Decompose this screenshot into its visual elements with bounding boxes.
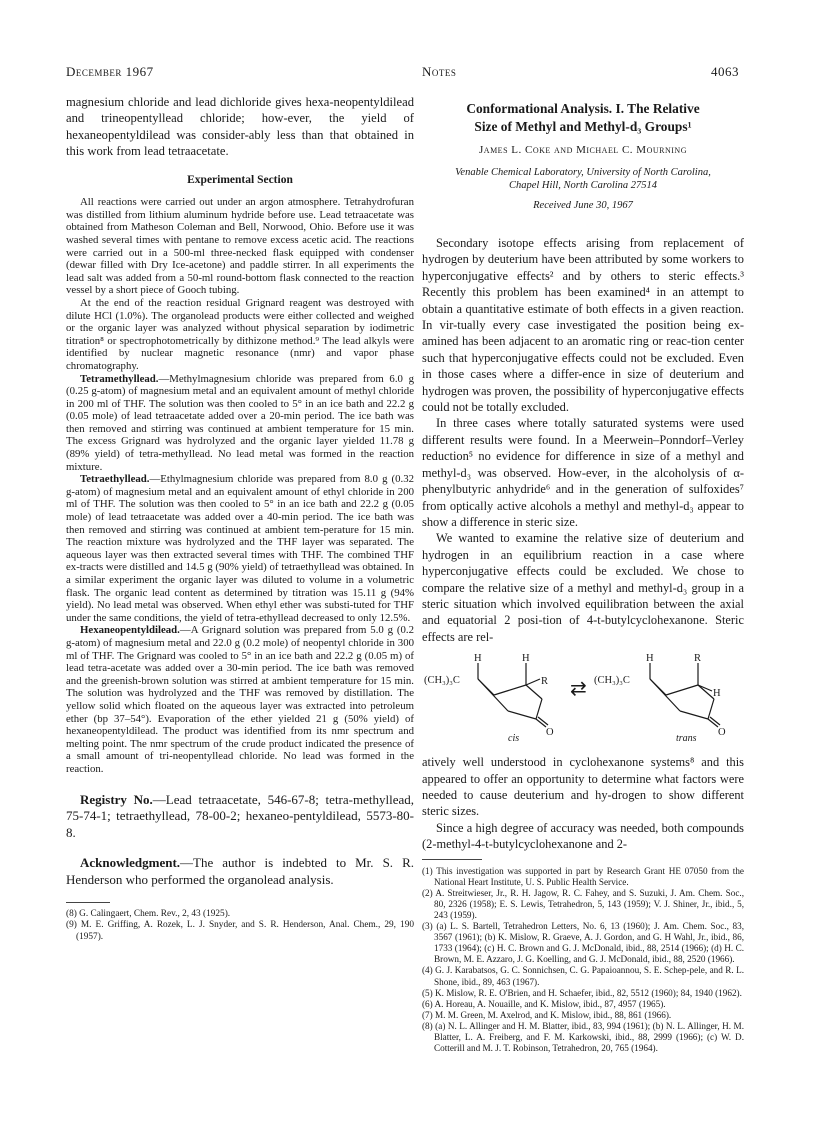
bond <box>650 679 680 711</box>
hexaneopentyldilead-paragraph <box>66 624 414 775</box>
oxygen-label: O <box>718 727 726 739</box>
bond <box>536 699 542 719</box>
body-paragraph-2: In three cases where totally saturated systems were used different results were found. In a Meerwein–Ponndorf–Verley reduction⁵ no evidence for difference in size of a methyl and methyl-d₃ was observed. How-ever, in the alcoholysis of α-phenylbutyric anhydride⁶ and in the generation of sulfoxides⁷ from optically active alcohols a methyl and methyl-d₃ appear to show a difference in steric size. <box>422 416 744 529</box>
bond <box>680 711 708 719</box>
received-date: Received June 30, 1967 <box>533 200 633 211</box>
affiliation-line: Venable Chemical Laboratory, University of North Carolina, <box>455 167 711 178</box>
carbonyl-bond <box>536 719 546 727</box>
tetramethyllead-paragraph <box>66 373 414 474</box>
run-in-heading: Tetramethyllead. <box>80 372 159 385</box>
paragraph-body: —A Grignard solution was prepared from 5.0 g (0.2 g-atom) of magnesium metal and 22.0 g (0.2 mole) of neopentyl chloride in 300 ml of THF. The Grignard was cooled to 5° in an ice bath and 22.2 g (0.05 m) of lead tetra-acetate was added over a 30-min period. The ice bath was removed and the greenish-brown solution was stirred at ambient temperature for 15 min. The solution was hydrolyzed and the THF was removed by distillation. The yellow solid which floated on the aqueous layer was extracted into petroleum ether (bp 37–54°). Evaporation of the ether yielded 21 g (50% yield) of hexaneopentyldilead. The product was identified from its nmr spectrum and melting point. The nmr spectrum of the crude product indicated the presence of a small amount of tri-neopentyllead chloride. No lead was formed in the reaction. <box>66 624 414 775</box>
footnote-divider <box>66 902 110 903</box>
footnote: (7) M. M. Green, M. Axelrod, and K. Mislow, ibid., 88, 861 (1966). <box>422 1009 672 1020</box>
bond <box>698 685 712 691</box>
cis-structure <box>478 663 548 727</box>
tbutyl-label: (CH₃)₃C <box>424 675 460 687</box>
bond <box>526 679 540 685</box>
footnote: (6) A. Horeau, A. Nouaille, and K. Mislow, ibid., 87, 4957 (1965). <box>422 998 666 1009</box>
bond <box>478 679 508 711</box>
section-heading: Experimental Section <box>187 174 293 187</box>
trans-structure <box>650 663 720 727</box>
article-title-line: Conformational Analysis. I. The Relative <box>466 101 700 116</box>
carbonyl-bond <box>538 717 548 725</box>
page-number: 4063 <box>711 64 739 79</box>
trans-caption: trans <box>676 733 697 744</box>
carbonyl-bond <box>708 719 718 727</box>
paragraph-body: —The author is indebted to Mr. S. R. Henderson who performed the organolead analysis. <box>66 855 414 887</box>
cis-caption: cis <box>508 733 520 744</box>
article-authors: James L. Coke and Michael C. Mourning <box>479 144 687 156</box>
footnote-divider <box>422 859 482 860</box>
bond <box>666 685 698 695</box>
footnote: (5) K. Mislow, R. E. O'Brien, and H. Schaefer, ibid., 82, 5512 (1960); 84, 1940 (1962). <box>422 987 742 998</box>
body-paragraph-4: atively well understood in cyclohexanone systems⁸ and this appeared to offer an opportunity to determine what factors were needed to cause deuterium and hy-drogen to show different steric sizes. <box>422 755 744 819</box>
footnotes-left <box>66 909 414 943</box>
article-title <box>422 100 744 136</box>
bond <box>494 685 526 695</box>
hydrogen-label: H <box>522 653 530 665</box>
carbonyl-bond <box>710 717 720 725</box>
run-in-heading: Hexaneopentyldilead. <box>80 624 180 637</box>
acknowledgment-paragraph <box>66 855 414 888</box>
bond <box>698 685 714 699</box>
footnote: (3) (a) L. S. Bartell, Tetrahedron Letters, No. 6, 13 (1960); J. Am. Chem. Soc., 83, 3567 (1961); (b) K. Mislow, R. Graeve, A. J. Gordon, and G. H Wahl, Jr., ibid., 86, 1733 (1964); (c) H. C. Brown and G. J. McDonald, ibid., 88, 2514 (1966); (d) H. C. Brown, M. E. Azzaro, J. G. Koelling, and G. J. McDonald, ibid., 88, 2520 (1966). <box>422 921 744 965</box>
footnotes-right <box>422 866 744 1055</box>
experimental-paragraph-2: At the end of the reaction residual Grignard reagent was destroyed with dilute HCl (1.0%). The organolead products were either collected and weighed or the organic layer was analyzed without physical separation by iodimetric titration⁸ or spectrophotometrically by dithizone method.⁹ The lead alkyls were identified by nuclear magnetic resonance (nmr) and vapor phase chromatography. <box>66 296 414 372</box>
tbutyl-label: (CH₃)₃C <box>594 675 630 687</box>
footnote: (2) A. Streitwieser, Jr., R. H. Jagow, R. C. Fahey, and S. Suzuki, J. Am. Chem. Soc., 80, 2326 (1958); E. S. Lewis, Tetrahedron, 5, 143 (1959); V. J. Shiner, Jr., ibid., 5, 243 (1959). <box>422 887 744 920</box>
run-in-heading: Acknowledgment. <box>80 855 181 870</box>
body-paragraph-5: Since a high degree of accuracy was needed, both compounds (2-methyl-4-t-butylcyclohexanone and 2- <box>422 820 744 852</box>
footnote: (8) G. Calingaert, Chem. Rev., 2, 43 (1925). <box>66 909 231 919</box>
run-in-heading: Tetraethyllead. <box>80 473 150 486</box>
intro-paragraph: magnesium chloride and lead dichloride gives hexa-neopentyldilead and trineopentyllead chloride; how-ever, the yield of hexaneopentyldilead was consider-ably less than that obtained in this work from lead tetraacetate. <box>66 95 414 158</box>
footnote: (1) This investigation was supported in part by Research Grant HE 07050 from the National Heart Institute, U. S. Public Health Service. <box>422 865 744 887</box>
equilibrium-figure <box>422 651 744 748</box>
oxygen-label: O <box>546 727 554 739</box>
paragraph-body: —Lead tetraacetate, 546-67-8; tetra-methyllead, 75-74-1; tetraethyllead, 78-00-2; hexaneo-pentyldilead, 5573-80-8. <box>66 791 414 840</box>
hydrogen-label: H <box>474 653 482 665</box>
footnote: (9) M. E. Griffing, A. Rozek, L. J. Snyder, and S. R. Henderson, Anal. Chem., 29, 190 (1957). <box>66 920 414 942</box>
running-header-section: Notes <box>422 64 457 79</box>
bond <box>508 711 536 719</box>
footnote: (8) (a) N. L. Allinger and H. M. Blatter, ibid., 83, 994 (1961); (b) N. L. Allinger, H. M. Blatter, L. A. Freiberg, and F. M. Karkowski, ibid., 88, 2999 (1966); (c) W. D. Cotterill and M. J. T. Robinson, Tetrahedron, 20, 765 (1964). <box>422 1020 744 1054</box>
right-column <box>422 94 744 1054</box>
paragraph-body: —Methylmagnesium chloride was prepared from 6.0 g (0.25 g-atom) of magnesium metal and an equivalent amount of methyl chloride in 200 ml of THF. The solution was then cooled to 5° in an ice bath and 22.2 g (0.05 mole) of lead tetraacetate added over a 20-min period. The ice bath was then removed and stirring was continued at ambient temperature for 15 min. The excess Grignard was hydrolyzed and the organic layer yielded 11.78 g (89% yield) of tetra-methyllead. No lead metal was formed in the reaction mixture. <box>66 372 414 473</box>
hydrogen-label: H <box>646 653 654 665</box>
tetraethyllead-paragraph <box>66 473 414 624</box>
equilibrium-arrows-icon: ⇄ <box>570 678 587 701</box>
bond <box>526 685 542 699</box>
affiliation-line: Chapel Hill, North Carolina 27514 <box>508 180 658 191</box>
running-header-date: December 1967 <box>66 64 154 79</box>
body-paragraph-3: We wanted to examine the relative size of deuterium and hydrogen in an equilibrium reaction in a case where hyperconjugative effects could be excluded. We chose to compare the relative size of a methyl and methyl-d₃ group in a steric situation which involved equilibration between the axial and equatorial 2 posi-tion of 4-t-butylcyclohexanone. Steric effects are rel- <box>422 531 744 644</box>
substituent-label: R <box>694 653 702 665</box>
hydrogen-label: H <box>713 688 721 700</box>
article-title-line: Size of Methyl and Methyl-d₃ Groups¹ <box>474 119 692 134</box>
body-paragraph-1: Secondary isotope effects arising from replacement of hydrogen by deuterium have been attributed by some workers to hyperconjugative effects² and by others to steric effects.³ Recently this problem has been examined⁴ in an attempt to obtain a quantitative estimate of both effects in a given reaction. In vir-tually every case investigated the position being ex-amined has been adjacent to an aromatic ring or reac-tion center such that hyperconjugative effects could not be excluded. Even in those cases where a differ-ence in size of deuterium and hydrogen was proven, the possibility of hyperconjugative effects could not be totally excluded. <box>422 236 744 415</box>
footnote: (4) G. J. Karabatsos, G. C. Sonnichsen, C. G. Papaioannou, S. E. Schep-pele, and R. L. Shone, ibid., 89, 463 (1967). <box>422 965 744 987</box>
run-in-heading: Registry No. <box>80 791 153 807</box>
cyclohexanone-equilibrium-diagram <box>422 651 744 743</box>
substituent-label: R <box>541 676 549 688</box>
experimental-paragraph-1: All reactions were carried out under an argon atmosphere. Tetrahydrofuran was distilled from lithium aluminum hydride before use. Lead tetraacetate was obtained from Matheson Coleman and Bell, Norwood, Ohio. Before use it was washed several times with pentane to remove excess acetic acid. The reactions were carried out in a 500-ml three-necked flask equipped with condenser (dewar filled with Dry Ice-acetone) and paddle stirrer. In all experiments the lead salt was added from a 50-ml round-bottom flask connected to the reaction vessel by a short piece of Gooch tubing. <box>66 196 414 297</box>
registry-paragraph <box>66 792 414 842</box>
bond <box>708 699 714 719</box>
left-column <box>66 94 414 943</box>
paragraph-body: —Ethylmagnesium chloride was prepared from 8.0 g (0.32 g-atom) of magnesium metal and an equivalent amount of ethyl chloride in 200 ml of THF. The solution was then cooled to 5° in an ice bath and 22.2 g (0.05 mole) of lead tetraacetate was added over a 40-min period. The ice bath was then removed and stirring was continued at ambient tem-perature for 15 min. The reaction mixture was hydrolyzed and the THF layer was separated. The aqueous layer was then extracted several times with THF. The combined THF ex-tracts were distilled and 14.5 g (90% yield) of tetraethyllead was obtained. In a similar experiment the organic layer was diluted to volume in a volumetric flask. The organic lead content as determined by titration was 15.11 g (94% yield). No lead metal was observed. When ethyl ether was substi-tuted for THF under the same conditions, the yield of tetra-ethyllead decreased to only 12.5%. <box>66 473 414 624</box>
